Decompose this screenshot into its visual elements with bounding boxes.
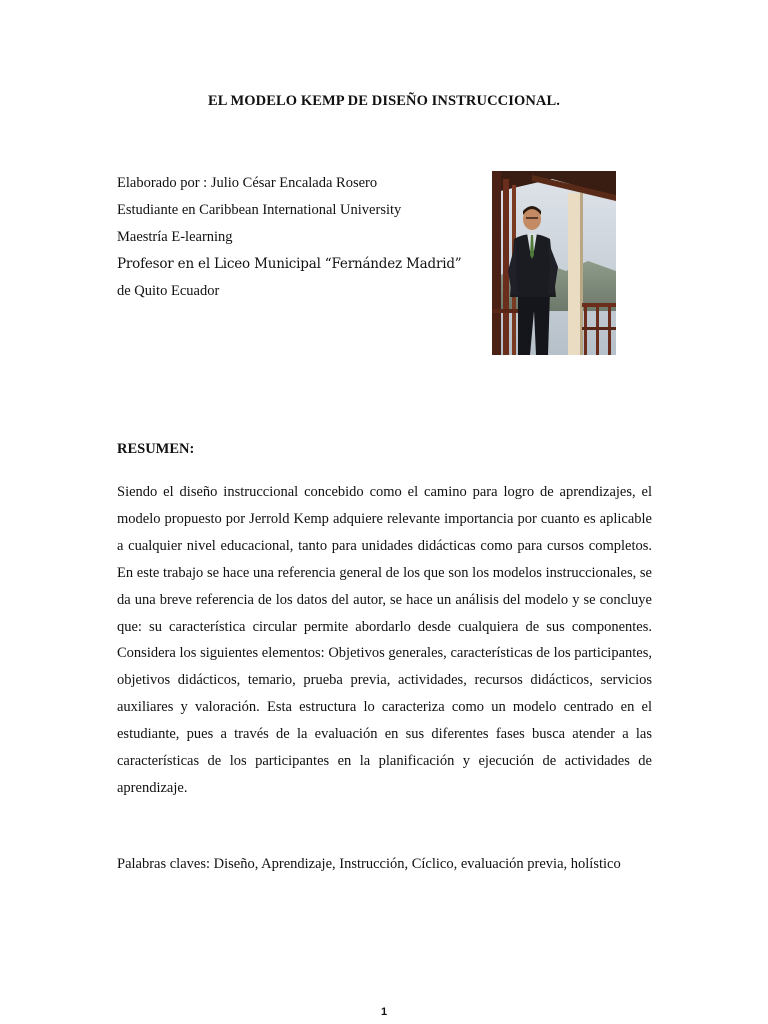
author-line-location: de Quito Ecuador bbox=[117, 283, 220, 299]
author-line-masters: Maestría E-learning bbox=[117, 229, 233, 245]
author-info bbox=[117, 170, 477, 305]
author-photo bbox=[492, 171, 616, 355]
author-line-prepared-by: Elaborado por : Julio César Encalada Rosero bbox=[117, 175, 378, 191]
author-line-teacher: Profesor en el Liceo Municipal “Fernández Madrid” bbox=[117, 256, 462, 272]
document-title: EL MODELO KEMP DE DISEÑO INSTRUCCIONAL. bbox=[208, 93, 560, 109]
author-portrait-image bbox=[492, 171, 616, 355]
abstract-paragraph: Siendo el diseño instruccional concebido como el camino para logro de aprendizajes, el modelo propuesto por Jerrold Kemp adquiere relevante importancia por cuanto es aplicable a cualquier nivel educacional, tanto para unidades didácticas como para cursos completos. En este trabajo se hace una referencia general de los que son los modelos instruccionales, se da una breve referencia de los datos del autor, se hace un análisis del modelo y se concluye que: su característica circular permite abordarlo desde cualquiera de sus componentes. Considera los siguientes elementos: Objetivos generales, características de los participantes, objetivos didácticos, temario, prueba previa, actividades, recursos didácticos, servicios auxiliares y valoración. Esta estructura lo caracteriza como un modelo centrado en el estudiante, pues a través de la evaluación en sus diferentes fases busca atender a las características de los participantes en la planificación y ejecución de actividades de aprendizaje. bbox=[117, 484, 652, 796]
page-number: 1 bbox=[380, 1006, 388, 1018]
author-line-student: Estudiante en Caribbean International University bbox=[117, 202, 402, 218]
abstract-heading: RESUMEN: bbox=[117, 441, 195, 457]
keywords-paragraph: Palabras claves: Diseño, Aprendizaje, Instrucción, Cíclico, evaluación previa, holístico bbox=[117, 856, 621, 872]
